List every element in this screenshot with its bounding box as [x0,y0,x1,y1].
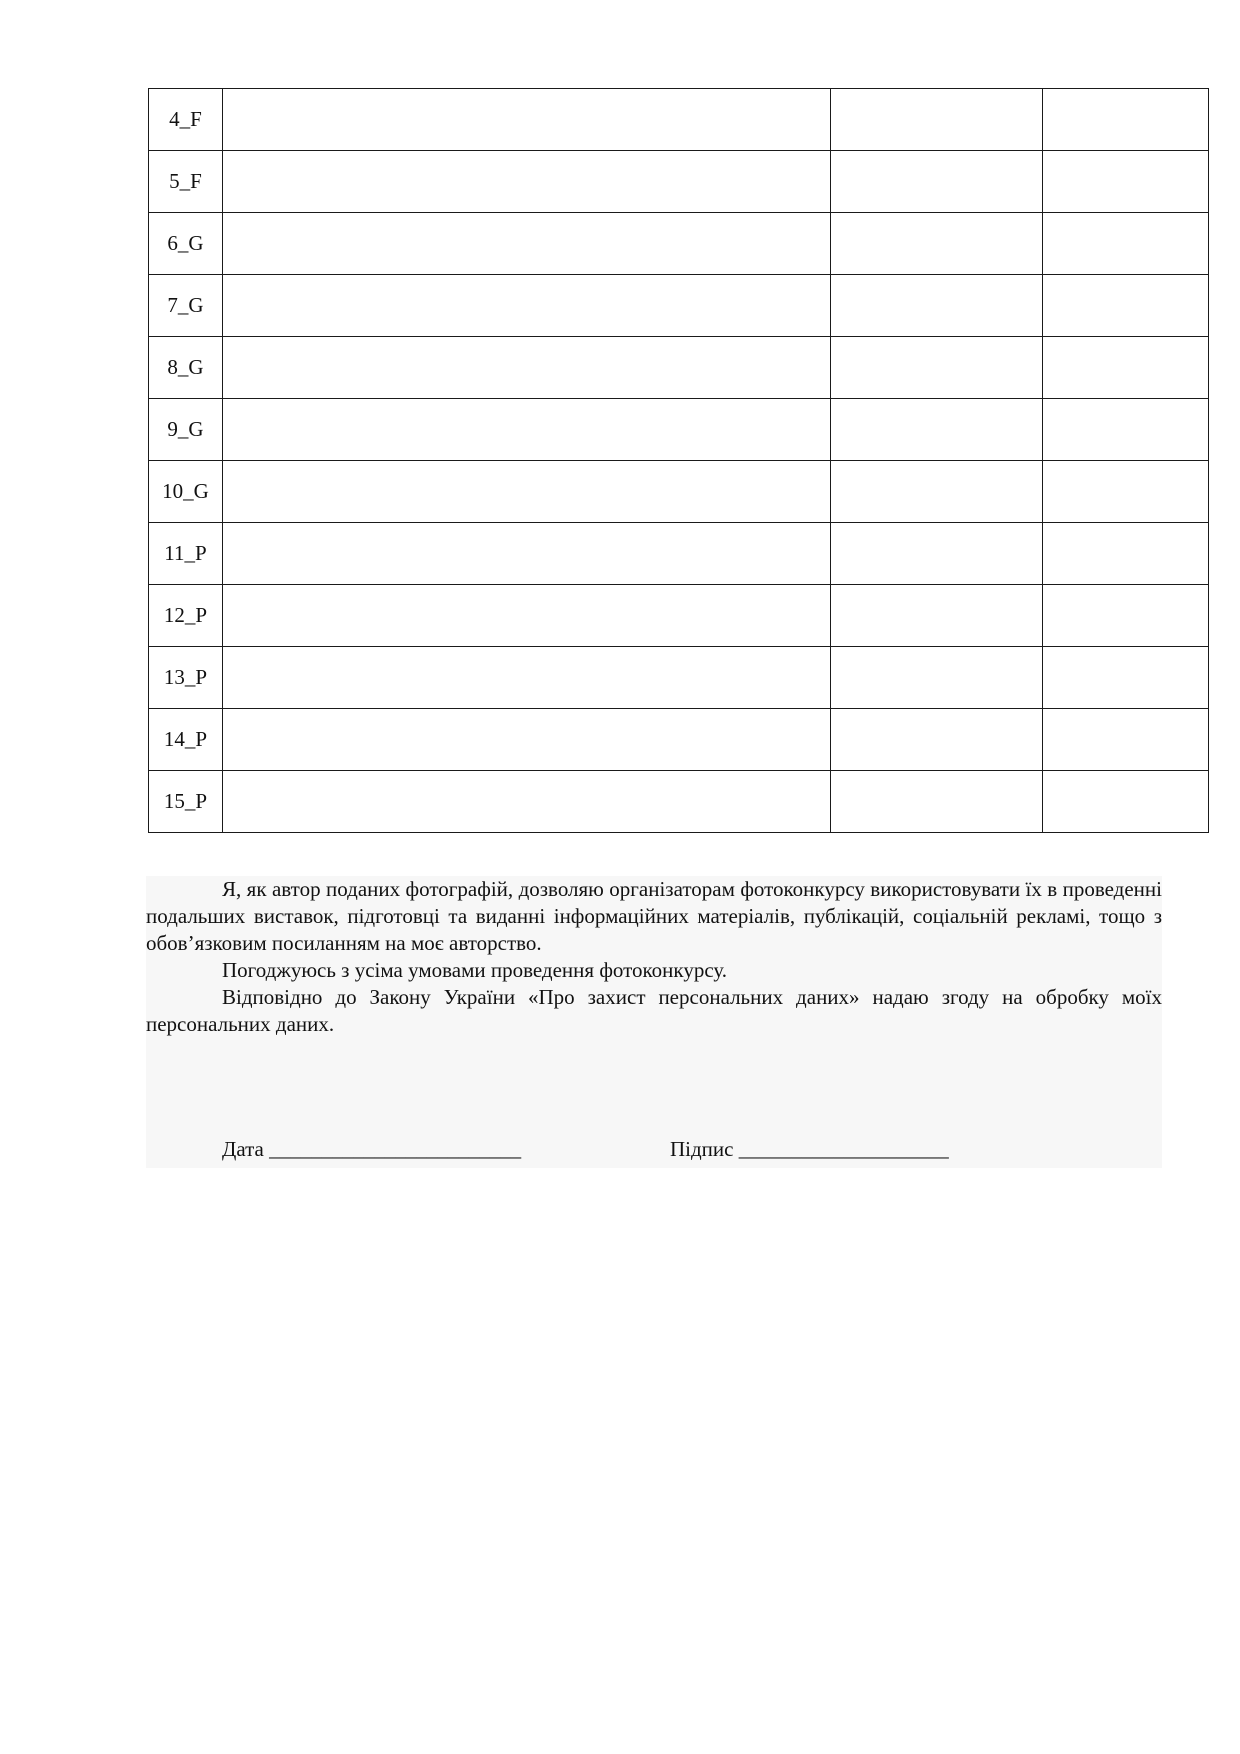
row-number: 11_P [149,523,223,585]
row-number: 12_P [149,585,223,647]
photo-title-cell[interactable] [223,461,831,523]
photo-extra-cell[interactable] [1043,151,1209,213]
photo-info-cell[interactable] [831,275,1043,337]
row-number: 15_P [149,771,223,833]
photo-info-cell[interactable] [831,585,1043,647]
photo-title-cell[interactable] [223,709,831,771]
table-row [149,337,1209,399]
row-number: 5_F [149,151,223,213]
table-row [149,151,1209,213]
photo-extra-cell[interactable] [1043,399,1209,461]
table-row [149,461,1209,523]
photo-extra-cell[interactable] [1043,89,1209,151]
consent-paragraph-usage: Я, як автор поданих фотографій, дозволяю організаторам фотоконкурсу використовувати їх в проведенні подальших виставок, підготовці та виданні інформаційних матеріалів, публікацій, соціальній рекламі, тощо з обов’язковим посиланням на моє авторство. [146,877,1162,955]
row-number: 6_G [149,213,223,275]
row-number: 7_G [149,275,223,337]
photo-extra-cell[interactable] [1043,585,1209,647]
table-row [149,647,1209,709]
photo-info-cell[interactable] [831,771,1043,833]
consent-block [146,876,1162,1168]
table-row [149,523,1209,585]
photo-entries-table [148,88,1209,833]
table-row [149,89,1209,151]
photo-title-cell[interactable] [223,585,831,647]
photo-extra-cell[interactable] [1043,771,1209,833]
photo-title-cell[interactable] [223,213,831,275]
photo-title-cell[interactable] [223,337,831,399]
row-number: 9_G [149,399,223,461]
photo-title-cell[interactable] [223,151,831,213]
consent-paragraph-personal-data: Відповідно до Закону України «Про захист персональних даних» надаю згоду на обробку моїх персональних даних. [146,985,1162,1036]
photo-info-cell[interactable] [831,523,1043,585]
photo-info-cell[interactable] [831,151,1043,213]
row-number: 8_G [149,337,223,399]
photo-info-cell[interactable] [831,647,1043,709]
table-row [149,709,1209,771]
photo-title-cell[interactable] [223,771,831,833]
photo-extra-cell[interactable] [1043,461,1209,523]
row-number: 14_P [149,709,223,771]
signature-field[interactable]: Підпис ____________________ [670,1137,949,1161]
table-row [149,213,1209,275]
photo-extra-cell[interactable] [1043,647,1209,709]
photo-title-cell[interactable] [223,275,831,337]
photo-info-cell[interactable] [831,399,1043,461]
photo-title-cell[interactable] [223,399,831,461]
photo-info-cell[interactable] [831,709,1043,771]
photo-extra-cell[interactable] [1043,337,1209,399]
photo-title-cell[interactable] [223,647,831,709]
photo-title-cell[interactable] [223,89,831,151]
photo-info-cell[interactable] [831,461,1043,523]
photo-extra-cell[interactable] [1043,709,1209,771]
date-field[interactable]: Дата ________________________ [222,1137,522,1161]
row-number: 10_G [149,461,223,523]
consent-paragraph-terms: Погоджуюсь з усіма умовами проведення фотоконкурсу. [222,958,728,982]
table-row [149,585,1209,647]
photo-extra-cell[interactable] [1043,275,1209,337]
photo-info-cell[interactable] [831,89,1043,151]
table-row [149,275,1209,337]
photo-extra-cell[interactable] [1043,213,1209,275]
row-number: 4_F [149,89,223,151]
photo-title-cell[interactable] [223,523,831,585]
photo-extra-cell[interactable] [1043,523,1209,585]
photo-info-cell[interactable] [831,213,1043,275]
row-number: 13_P [149,647,223,709]
table-row [149,399,1209,461]
photo-info-cell[interactable] [831,337,1043,399]
table-row [149,771,1209,833]
